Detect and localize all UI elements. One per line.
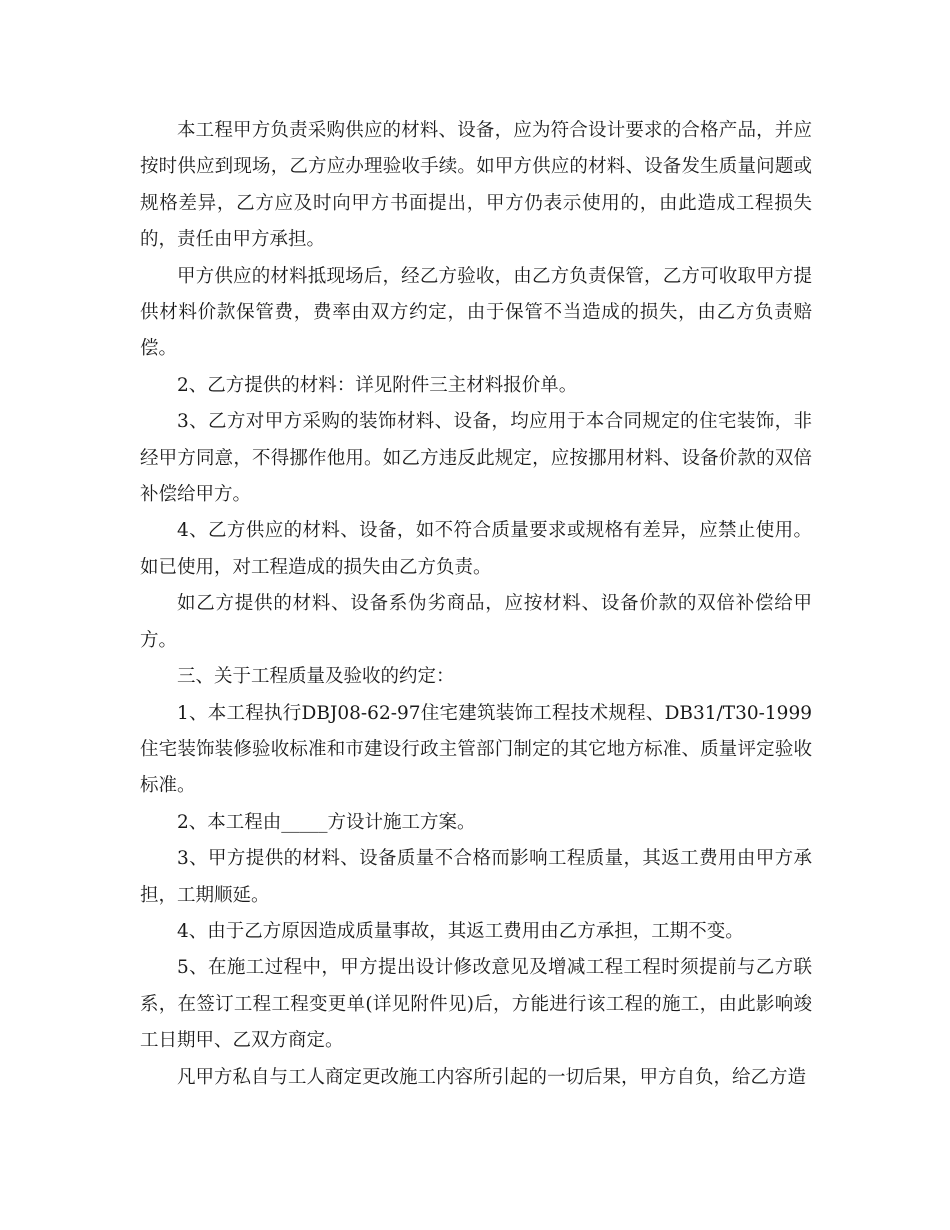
- paragraph-design-party: 2、本工程由_____方设计施工方案。: [177, 811, 476, 833]
- paragraph-owner-materials: 本工程甲方负责采购供应的材料、设备，应为符合设计要求的合格产品，并应按时供应到现场，乙方应办理验收手续。如甲方供应的材料、设备发生质量问题或规格差异，乙方应及时向甲方书面提出，甲方仍表示使用的，由此造成工程损失的，责任由甲方承担。: [140, 120, 812, 251]
- paragraph-standards: 1、本工程执行DBJ08-62-97住宅建筑装饰工程技术规程、DB31/T30-1999住宅装饰装修验收标准和市建设行政主管部门制定的其它地方标准、质量评定验收标准。: [140, 702, 812, 797]
- paragraph-design-changes: 5、在施工过程中，甲方提出设计修改意见及增减工程工程时须提前与乙方联系，在签订工程工程变更单(详见附件见)后，方能进行该工程的施工，由此影响竣工日期甲、乙双方商定。: [140, 957, 812, 1052]
- paragraph-material-quality: 4、乙方供应的材料、设备，如不符合质量要求或规格有差异，应禁止使用。如已使用，对工程造成的损失由乙方负责。: [140, 520, 812, 578]
- paragraph-material-usage: 3、乙方对甲方采购的装饰材料、设备，均应用于本合同规定的住宅装饰，非经甲方同意，不得挪作他用。如乙方违反此规定，应按挪用材料、设备价款的双倍补偿给甲方。: [140, 411, 812, 506]
- paragraph-contractor-rework: 4、由于乙方原因造成质量事故，其返工费用由乙方承担，工期不变。: [177, 920, 744, 942]
- paragraph-owner-rework: 3、甲方提供的材料、设备质量不合格而影响工程质量，其返工费用由甲方承担，工期顺延。: [140, 848, 812, 906]
- paragraph-material-custody: 甲方供应的材料抵现场后，经乙方验收，由乙方负责保管，乙方可收取甲方提供材料价款保管费，费率由双方约定，由于保管不当造成的损失，由乙方负责赔偿。: [140, 265, 812, 360]
- document-body: [140, 113, 812, 1096]
- section-heading-quality: 三、关于工程质量及验收的约定：: [177, 666, 455, 688]
- paragraph-contractor-materials: 2、乙方提供的材料：详见附件三主材料报价单。: [177, 374, 578, 396]
- paragraph-private-changes: 凡甲方私自与工人商定更改施工内容所引起的一切后果，甲方自负，给乙方造: [177, 1066, 807, 1088]
- paragraph-counterfeit-goods: 如乙方提供的材料、设备系伪劣商品，应按材料、设备价款的双倍补偿给甲方。: [140, 593, 812, 651]
